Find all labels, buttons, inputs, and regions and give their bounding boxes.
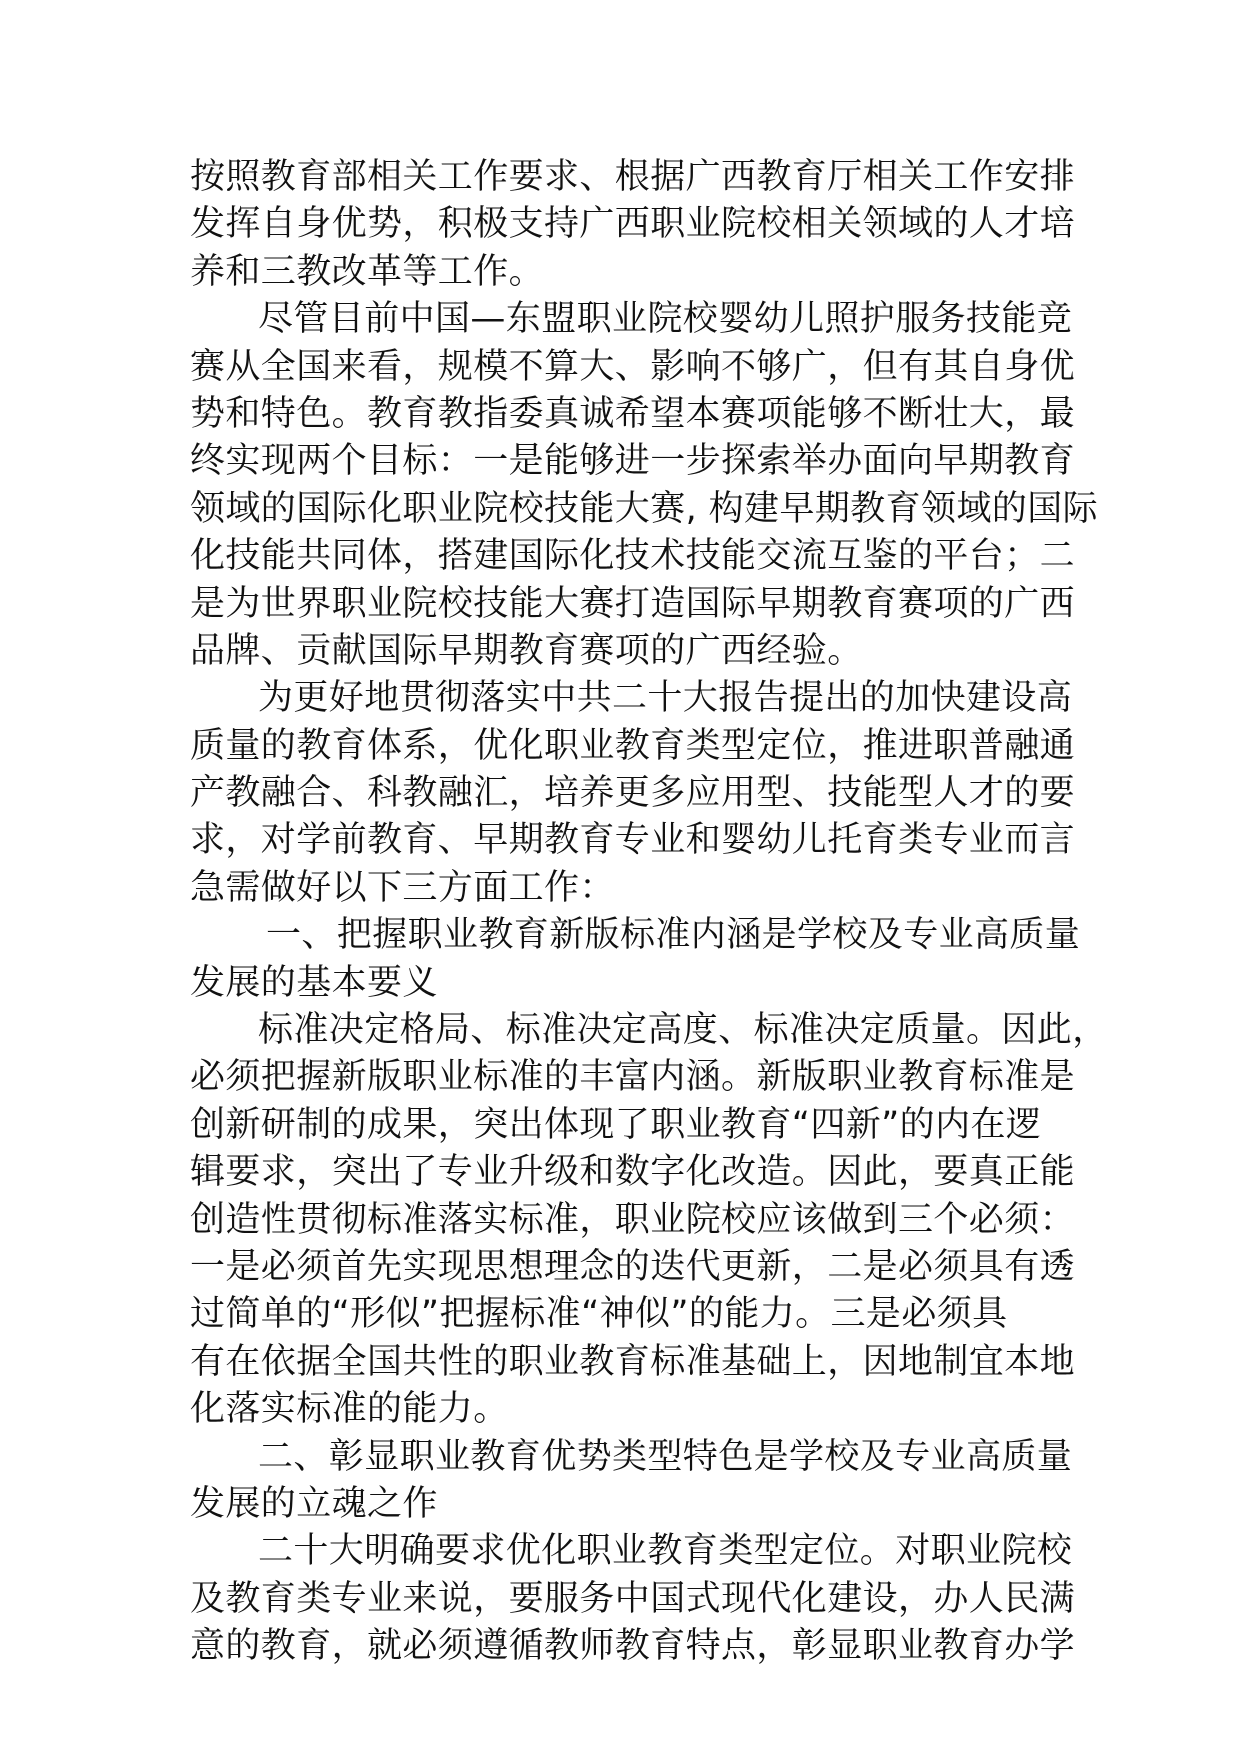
text-line: 一是必须首先实现思想理念的迭代更新，二是必须具有透 [190,1246,1076,1287]
text-line: 质量的教育体系，优化职业教育类型定位，推进职普融通 [190,725,1076,766]
text-line: 为更好地贯彻落实中共二十大报告提出的加快建设高 [258,678,1073,719]
body-text [190,154,1108,1671]
text-line: 发挥自身优势，积极支持广西职业院校相关领域的人才培 [190,204,1076,245]
text-line: 创新研制的成果，突出体现了职业教育“四新”的内在逻 [190,1104,1042,1145]
text-line: 是为世界职业院校技能大赛打造国际早期教育赛项的广西 [190,583,1076,624]
text-line: 势和特色。教育教指委真诚希望本赛项能够不断壮大，最 [190,393,1076,434]
text-line: 创造性贯彻标准落实标准，职业院校应该做到三个必须： [190,1199,1076,1240]
text-line: 赛从全国来看，规模不算大、影响不够广，但有其自身优 [190,346,1076,387]
text-line: 化技能共同体，搭建国际化技术技能交流互鉴的平台；二 [190,536,1076,577]
text-line: 有在依据全国共性的职业教育标准基础上，因地制宜本地 [190,1341,1076,1382]
section-heading-2-cont: 发展的立魂之作 [190,1483,438,1524]
text-line: 领域的国际化职业院校技能大赛, 构建早期教育领域的国际 [190,488,1099,529]
text-line: 尽管目前中国—东盟职业院校婴幼儿照护服务技能竞 [258,299,1073,340]
text-line: 产教融合、科教融汇，培养更多应用型、技能型人才的要 [190,773,1076,814]
text-line: 辑要求，突出了专业升级和数字化改造。因此，要真正能 [190,1152,1076,1193]
section-heading-2: 二、彰显职业教育优势类型特色是学校及专业高质量 [258,1436,1073,1477]
text-line: 品牌、贡献国际早期教育赛项的广西经验。 [190,630,863,671]
text-line: 求，对学前教育、早期教育专业和婴幼儿托育类专业而言 [190,820,1076,861]
text-line: 急需做好以下三方面工作： [190,867,615,908]
text-line: 必须把握新版职业标准的丰富内涵。新版职业教育标准是 [190,1057,1076,1098]
text-line: 终实现两个目标：一是能够进一步探索举办面向早期教育 [190,441,1076,482]
text-line: 按照教育部相关工作要求、根据广西教育厅相关工作安排 [190,157,1076,197]
text-line: 过简单的“形似”把握标准“神似”的能力。三是必须具 [190,1294,1008,1335]
section-heading-1: 一、把握职业教育新版标准内涵是学校及专业高质量 [266,915,1081,956]
text-line: 及教育类专业来说，要服务中国式现代化建设，办人民满 [190,1578,1076,1619]
text-line: 养和三教改革等工作。 [190,251,545,292]
section-heading-1-cont: 发展的基本要义 [190,962,438,1003]
text-line: 化落实标准的能力。 [190,1389,509,1430]
text-line: 二十大明确要求优化职业教育类型定位。对职业院校 [258,1531,1073,1572]
text-line: 意的教育，就必须遵循教师教育特点，彰显职业教育办学 [190,1626,1076,1667]
text-line: 标准决定格局、标准决定高度、标准决定质量。因此， [258,1010,1108,1051]
